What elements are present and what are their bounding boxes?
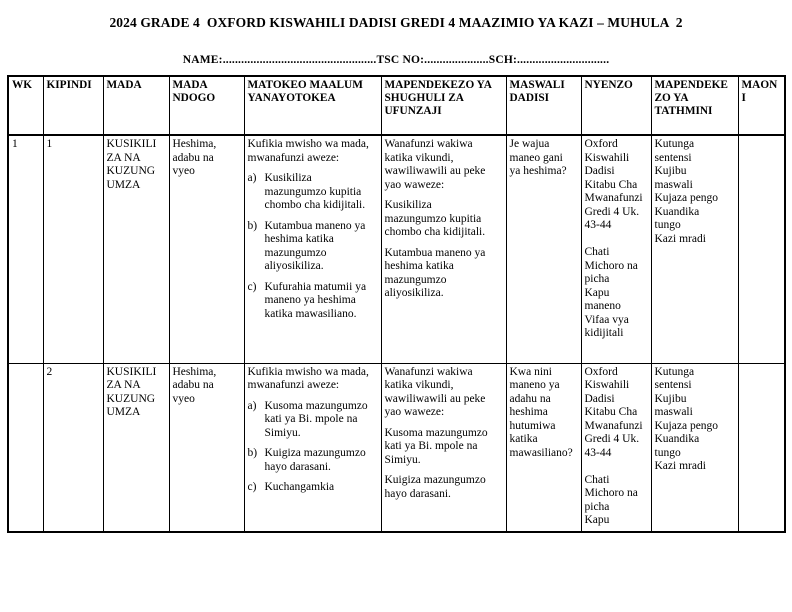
item-text: Kuigiza mazungumzo hayo darasani.	[264, 447, 366, 473]
table-row-week1-lesson1	[8, 135, 785, 363]
cell-maoni	[738, 363, 785, 532]
page-title: 2024 GRADE 4 OXFORD KISWAHILI DADISI GREDI 4 MAAZIMIO YA KAZI – MUHULA 2	[109, 15, 683, 30]
matokeo-item-c	[248, 281, 371, 322]
item-text: Kutambua maneno ya heshima katika mazungumzo aliyosikiliza.	[264, 219, 366, 272]
sch-dotted-blank: ..............................	[517, 54, 610, 66]
item-label: a)	[247, 172, 257, 184]
matokeo-item-a	[248, 172, 371, 213]
item-label: c)	[247, 280, 257, 293]
cell-maoni	[738, 135, 785, 363]
name-dotted-blank: ..................................................	[222, 54, 377, 66]
tsc-dotted-blank: .....................	[424, 54, 489, 66]
cell-kipindi: 2	[43, 363, 103, 532]
shughuli-paragraph: Kuigiza mazungumzo hayo darasani.	[384, 474, 486, 500]
item-label: b)	[247, 219, 258, 232]
matokeo-item-a	[248, 400, 371, 441]
item-text: Kusoma mazungumzo kati ya Bi. mpole na Simiyu.	[264, 399, 368, 439]
cell-maswali-dadisi: Je wajua maneo gani ya heshima?	[506, 135, 581, 363]
cell-wk: 1	[8, 135, 43, 363]
item-label: a)	[247, 399, 257, 412]
item-text: Kusikiliza mazungumzo kupitia chombo cha kidijitali.	[264, 172, 366, 211]
col-header-matokeo: MATOKEO MAALUM YANAYOTOKEA	[244, 76, 381, 135]
cell-maswali-dadisi: Kwa nini maneno ya adahu na heshima hutumiwa katika mawasiliano?	[506, 363, 581, 532]
cell-matokeo	[244, 363, 381, 532]
cell-wk	[8, 363, 43, 532]
col-header-nyenzo: NYENZO	[581, 76, 651, 135]
cell-tathmini: Kutunga sentensi Kujibu maswali Kujaza pengo Kuandika tungo Kazi mradi	[651, 135, 738, 363]
cell-matokeo	[244, 135, 381, 363]
col-header-maoni: MAONI	[738, 76, 785, 135]
header-row	[8, 76, 785, 135]
tsc-no-label: TSC NO:	[376, 54, 425, 66]
sch-label: SCH:	[488, 54, 518, 66]
cell-mada-ndogo: Heshima, adabu na vyeo	[169, 135, 244, 363]
col-header-tathmini: MAPENDEKEZO YA TATHMINI	[651, 76, 738, 135]
col-header-wk: WK	[8, 76, 43, 135]
col-header-kipindi: KIPINDI	[43, 76, 103, 135]
col-header-maswali-dadisi: MASWALI DADISI	[506, 76, 581, 135]
matokeo-intro: Kufikia mwisho wa mada, mwanafunzi aweze:	[247, 365, 369, 391]
cell-mada: KUSIKILIZA NA KUZUNGUMZA	[103, 363, 169, 532]
cell-tathmini: Kutunga sentensi Kujibu maswali Kujaza pengo Kuandika tungo Kazi mradi	[651, 363, 738, 532]
shughuli-intro: Wanafunzi wakiwa katika vikundi, wawiliwawili au peke yao waweze:	[384, 365, 486, 418]
cell-mada-ndogo: Heshima, adabu na vyeo	[169, 363, 244, 532]
cell-nyenzo: Oxford Kiswahili Dadisi Kitabu Cha Mwanafunzi Gredi 4 Uk. 43-44 Chati Michoro na picha Kapu	[581, 363, 651, 532]
cell-shughuli	[381, 363, 506, 532]
cell-shughuli	[381, 135, 506, 363]
col-header-mada: MADA	[103, 76, 169, 135]
item-label: b)	[247, 447, 258, 459]
item-label: c)	[247, 481, 257, 493]
table-row-week1-lesson2	[8, 363, 785, 532]
shughuli-paragraph: Kusikiliza mazungumzo kupitia chombo cha kidijitali.	[384, 199, 486, 238]
shughuli-paragraph: Kutambua maneno ya heshima katika mazungumzo aliyosikiliza.	[384, 246, 486, 299]
name-tsc-sch-line	[0, 54, 792, 67]
cell-kipindi: 1	[43, 135, 103, 363]
col-header-shughuli: MAPENDEKEZO YA SHUGHULI ZA UFUNZAJI	[381, 76, 506, 135]
col-header-mada-ndogo: MADA NDOGO	[169, 76, 244, 135]
cell-mada: KUSIKILIZA NA KUZUNGUMZA	[103, 135, 169, 363]
matokeo-intro: Kufikia mwisho wa mada, mwanafunzi aweze:	[247, 138, 369, 164]
matokeo-item-b	[248, 447, 371, 474]
shughuli-intro: Wanafunzi wakiwa katika vikundi, wawiliwawili au peke yao waweze:	[384, 138, 486, 191]
matokeo-item-b	[248, 220, 371, 274]
name-label: NAME:	[182, 54, 223, 66]
item-text: Kuchangamkia	[264, 481, 335, 493]
item-text: Kufurahia matumii ya maneno ya heshima katika mawasiliano.	[264, 280, 367, 320]
matokeo-item-c	[248, 481, 371, 495]
scheme-of-work-table	[7, 75, 786, 533]
cell-nyenzo: Oxford Kiswahili Dadisi Kitabu Cha Mwanafunzi Gredi 4 Uk. 43-44 Chati Michoro na picha Kapu maneno Vifaa vya kidijitali	[581, 135, 651, 363]
shughuli-paragraph: Kusoma mazungumzo kati ya Bi. mpole na Simiyu.	[384, 426, 488, 466]
